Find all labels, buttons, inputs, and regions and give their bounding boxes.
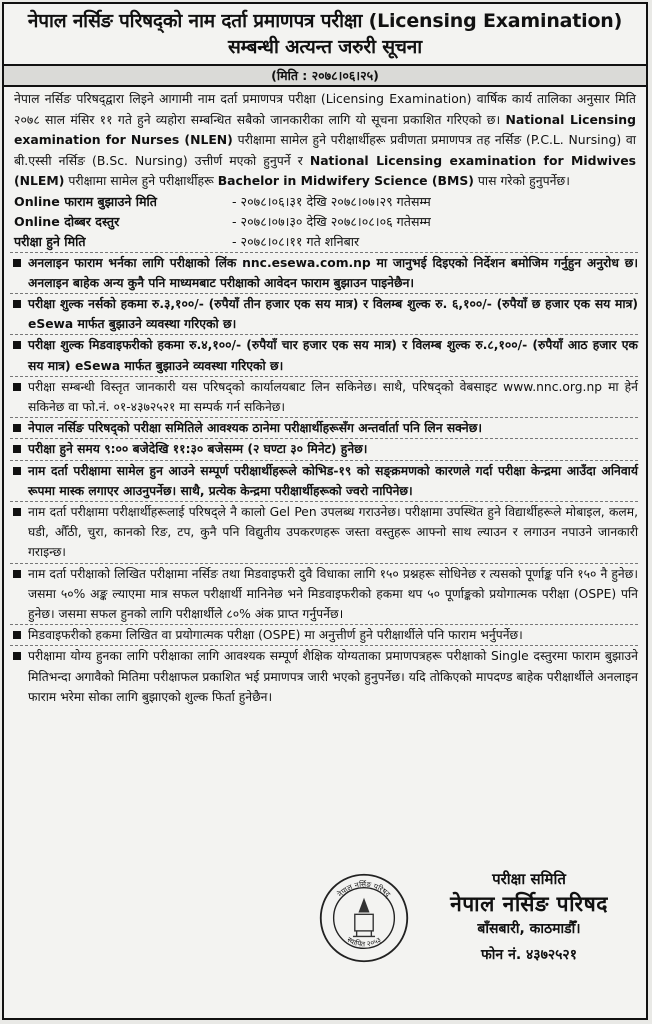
- seal-top-text: नेपाल नर्सिङ परिषद्: [335, 879, 393, 899]
- schedule-value: - २०७८।०६।३१ देखि २०७८।०७।२९ गतेसम्म: [232, 193, 431, 209]
- list-item: नाम दर्ता परीक्षामा सामेल हुन आउने सम्पूर्ण परीक्षार्थीहरूले कोभिड-१९ को सङ्क्रमणको कारणले गर्दा परीक्षा केन्द्रमा आउँदा अनिवार्य रूपमा मास्क लगाएर आउनुपर्नेछ। साथै, प्रत्येक केन्द्रमा परीक्षार्थीहरूको ज्वरो नापिनेछ।: [10, 460, 638, 501]
- intro-text-3: परीक्षामा सामेल हुने परीक्षार्थीहरू: [64, 173, 218, 188]
- list-item: मिडवाइफरीको हकमा लिखित वा प्रयोगात्मक परीक्षा (OSPE) मा अनुत्तीर्ण हुने परीक्षार्थीले पनि फाराम भर्नुपर्नेछ।: [10, 624, 638, 645]
- instruction-list: [10, 252, 638, 707]
- schedule-table: [14, 192, 640, 252]
- list-item: नाम दर्ता परीक्षामा परीक्षार्थीहरूलाई परिषद्‌ले नै कालो Gel Pen उपलब्ध गराउनेछ। परीक्षामा उपस्थित हुने विद्यार्थीहरूले मोबाइल, कलम, घडी, औँठी, चुरा, कानको रिङ, टप, कुनै पनि विद्युतीय उपकरणहरू जस्ता वस्तुहरू आफ्नो साथ ल्याउन र लगाउन नपाउने जानकारी गराइन्छ।: [10, 501, 638, 563]
- signature-block: [414, 868, 644, 966]
- bullet-square-icon: [13, 508, 21, 516]
- organization-phone: फोन नं. ४३७२५२१: [481, 947, 577, 963]
- intro-nlem: National Licensing examination for Midwives (NLEM): [14, 152, 636, 188]
- list-item: परीक्षा शुल्क नर्सको हकमा रु.३,१००/- (रुपैयाँ तीन हजार एक सय मात्र) र विलम्ब शुल्क रु. ६,१००/- (रुपैयाँ छ हजार एक सय मात्र) eSewa मार्फत बुझाउने व्यवस्था गरिएको छ।: [10, 293, 638, 334]
- schedule-value: - २०७८।०८।११ गते शनिबार: [232, 233, 360, 249]
- bullet-square-icon: [13, 383, 21, 391]
- bullet-square-icon: [13, 467, 21, 475]
- notice-document: [2, 2, 648, 1020]
- bullet-square-icon: [13, 300, 21, 308]
- schedule-row: [14, 212, 640, 232]
- bullet-square-icon: [13, 424, 21, 432]
- committee-name: परीक्षा समिति: [492, 870, 566, 888]
- bullet-square-icon: [13, 652, 21, 660]
- schedule-row: [14, 192, 640, 212]
- intro-paragraph: [14, 89, 636, 192]
- bullet-square-icon: [13, 341, 21, 349]
- schedule-value: - २०७८।०७।३० देखि २०७८।०८।०६ गतेसम्म: [232, 213, 431, 229]
- schedule-label: परीक्षा हुने मिति: [14, 233, 86, 249]
- intro-text-1: नेपाल नर्सिङ परिषद्‌द्वारा लिइने आगामी नाम दर्ता प्रमाणपत्र परीक्षा (Licensing Examination) वार्षिक कार्य तालिका अनुसार मिति २०७८ साल मंसिर ११ गते हुने व्यहोरा सम्बन्धित सबैको जानकारीका लागि यो सूचना प्रकाशित गरिएको छ।: [14, 91, 636, 127]
- notice-footer: [4, 858, 646, 1018]
- intro-bms: Bachelor in Midwifery Science (BMS): [217, 173, 474, 188]
- list-item: नेपाल नर्सिङ परिषद्‌को परीक्षा समितिले आवश्यक ठानेमा परीक्षार्थीहरूसँग अन्तर्वार्ता पनि लिन सक्नेछ।: [10, 417, 638, 438]
- schedule-label: Online फाराम बुझाउने मिति: [14, 193, 157, 209]
- list-item: परीक्षामा योग्य हुनका लागि परीक्षाका लागि आवश्यक सम्पूर्ण शैक्षिक योग्यताका प्रमाणपत्रहरू परीक्षाको Single दस्तुरमा फाराम बुझाउने मितिभन्दा अगावैको मितिमा परीक्षाफल प्रकाशित भई प्रमाणपत्र जारी भएको हुनुपर्नेछ। यदि तोकिएको मापदण्ड बाहेक परीक्षार्थीले अनलाइन फाराम भरेमा सोका लागि बुझाएको शुल्क फिर्ता हुनेछैन।: [10, 645, 638, 707]
- list-item: परीक्षा सम्बन्धी विस्तृत जानकारी यस परिषद्‌को कार्यालयबाट लिन सकिनेछ। साथै, परिषद्‌को वेबसाइट www.nnc.org.np मा हेर्न सकिनेछ वा फो.नं. ०१-४३७२५२१ मा सम्पर्क गर्न सकिनेछ।: [10, 376, 638, 417]
- list-item: परीक्षा शुल्क मिडवाइफरीको हकमा रु.४,१००/- (रुपैयाँ चार हजार एक सय मात्र) र विलम्ब शुल्क रु.८,१००/- (रुपैयाँ आठ हजार एक सय मात्र) eSewa मार्फत बुझाउने व्यवस्था गरिएको छ।: [10, 334, 638, 375]
- seal-bottom-text: स्थापित २०५३: [345, 934, 383, 949]
- schedule-row: [14, 232, 640, 252]
- council-seal-icon: [318, 872, 410, 964]
- intro-nlen: National Licensing examination for Nurses (NLEN): [14, 111, 636, 147]
- organization-address: बाँसबारी, काठमाडौँ।: [477, 921, 581, 937]
- bullet-square-icon: [13, 570, 21, 578]
- svg-text:नेपाल नर्सिङ परिषद्: [336, 880, 393, 900]
- bullet-square-icon: [13, 445, 21, 453]
- list-item: नाम दर्ता परीक्षाको लिखित परीक्षामा नर्सिङ तथा मिडवाइफरी दुवै विधाका लागि १५० प्रश्नहरू सोधिनेछ र त्यसको पूर्णाङ्क पनि १५० नै हुनेछ। जसमा ५०% अङ्क ल्याएमा मात्र सफल परीक्षार्थी मानिनेछ भने मिडवाइफरीको हकमा थप ५० पूर्णाङ्कको प्रयोगात्मक परीक्षा (OSPE) पनि हुनेछ। जसमा सफल हुनको लागि परीक्षार्थीले ८०% अंक प्राप्त गर्नुपर्नेछ।: [10, 563, 638, 625]
- intro-text-2: परीक्षामा सामेल हुने परीक्षार्थीहरू प्रवीणता प्रमाणपत्र तह नर्सिङ (P.C.L. Nursing) वा बी.एस्सी नर्सिङ (B.Sc. Nursing) उत्तीर्ण मएको हुनुपर्ने र: [14, 132, 636, 168]
- notice-date: (मिति : २०७८।०६।२५): [4, 64, 646, 87]
- bullet-square-icon: [13, 259, 21, 267]
- list-item: परीक्षा हुने समय ९:०० बजेदेखि ११:३० बजेसम्म (२ घण्टा ३० मिनेट) हुनेछ।: [10, 438, 638, 459]
- bullet-square-icon: [13, 631, 21, 639]
- notice-title: नेपाल नर्सिङ परिषद्‌को नाम दर्ता प्रमाणपत्र परीक्षा (Licensing Examination) सम्बन्धी अत्यन्त जरुरी सूचना: [27, 10, 623, 58]
- intro-text-4: पास गरेको हुनुपर्नेछ।: [473, 173, 570, 188]
- list-item: अनलाइन फाराम भर्नका लागि परीक्षाको लिंक nnc.esewa.com.np मा जानुभई दिइएको निर्देशन बमोजिम गर्नुहुन अनुरोध छ। अनलाइन बाहेक अन्य कुनै पनि माध्यमबाट परीक्षाको आवेदन फाराम बुझाउन पाइनेछैन।: [10, 252, 638, 293]
- schedule-label: Online दोब्बर दस्तुर: [14, 213, 120, 229]
- organization-name: नेपाल नर्सिङ परिषद: [450, 892, 608, 916]
